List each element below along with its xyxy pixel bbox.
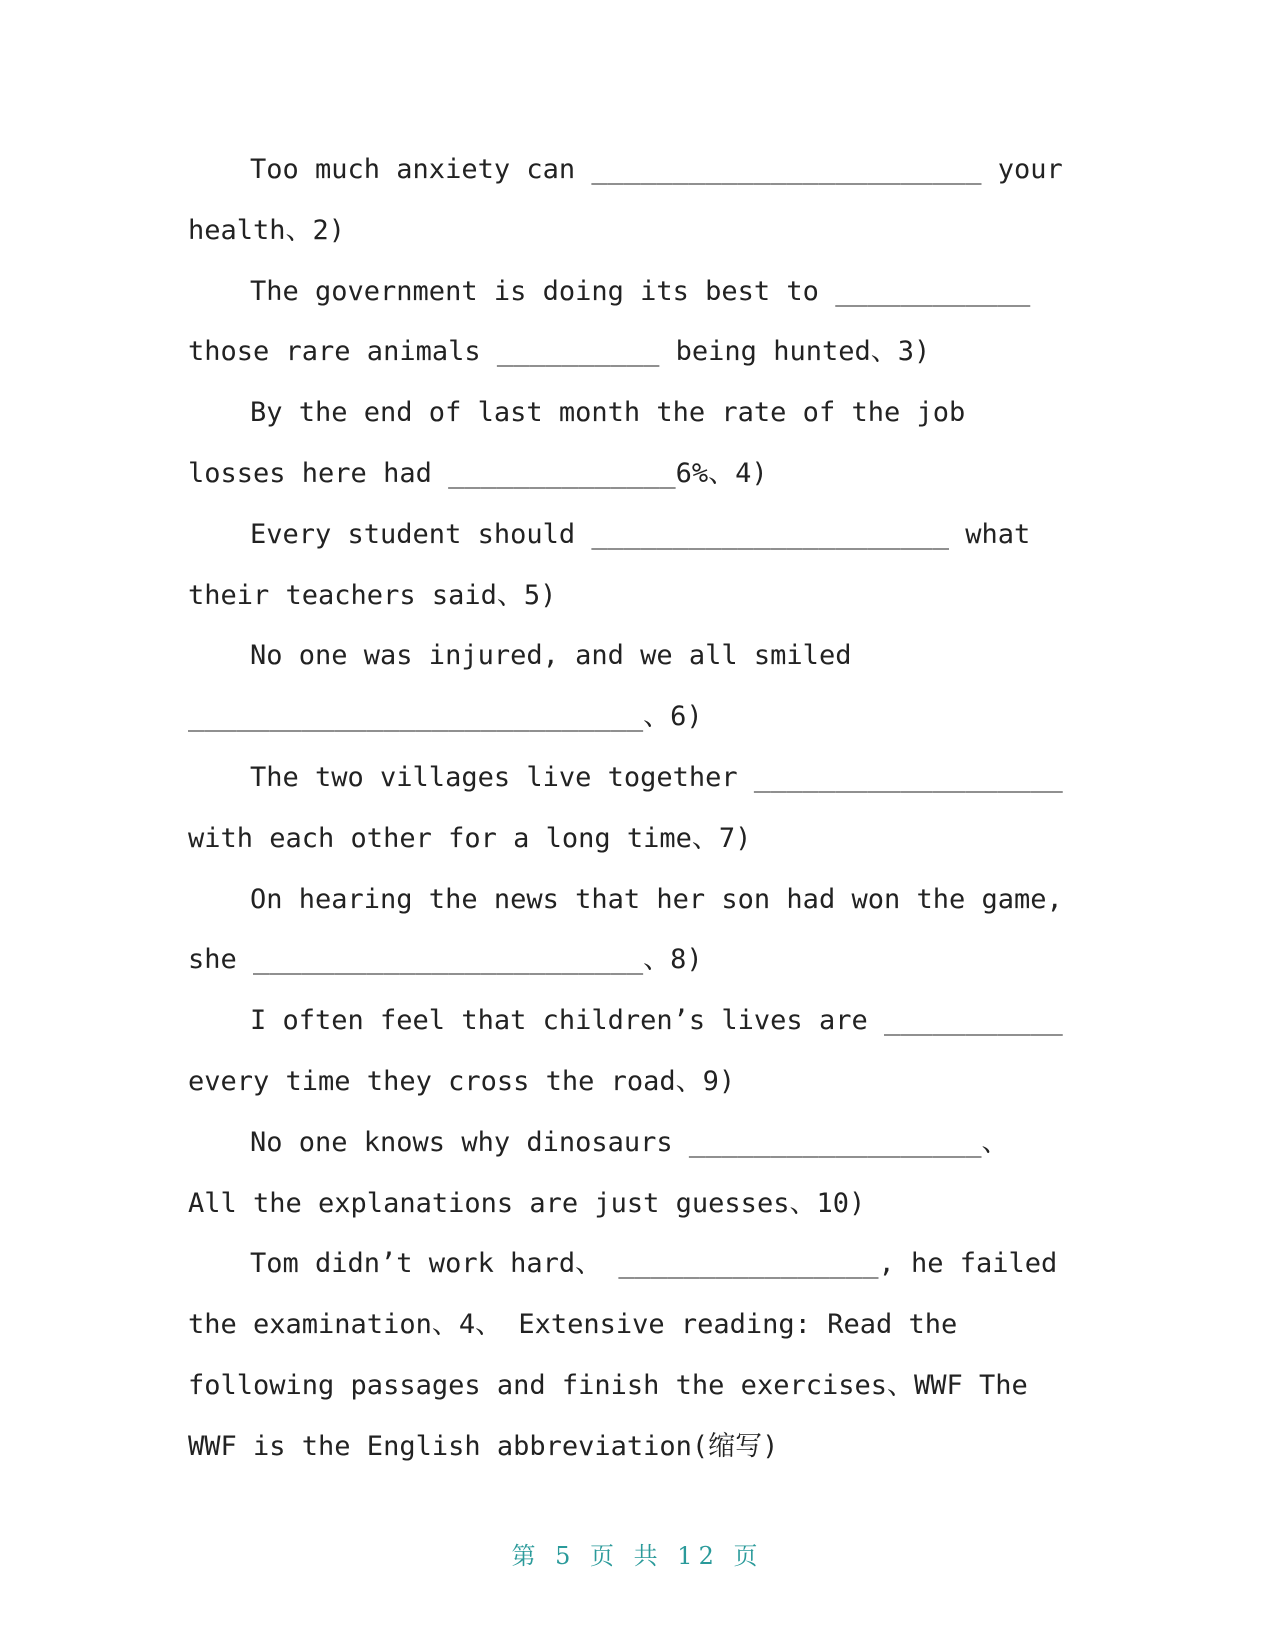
paragraph-8: I often feel that children’s lives are ___________ every time they cross the road、9) <box>188 1005 1063 1097</box>
paragraph-5: No one was injured, and we all smiled ____________________________、6) <box>188 640 852 733</box>
paragraph-1: Too much anxiety can ________________________ your health、2) <box>188 154 1063 246</box>
paragraph-7: On hearing the news that her son had won the game, she ________________________、8) <box>188 883 1063 976</box>
paragraph-2: The government is doing its best to ____________ those rare animals __________ being hunted、3) <box>188 275 1031 368</box>
paragraph-6: The two villages live together ___________________ with each other for a long time、7) <box>188 761 1063 854</box>
body-text <box>188 140 1068 1478</box>
paragraph-9: No one knows why dinosaurs __________________、 All the explanations are just guesses、10) <box>188 1126 1009 1219</box>
paragraph-3: By the end of last month the rate of the job losses here had ______________6%、4) <box>188 397 966 489</box>
paragraph-10: Tom didn’t work hard、 ________________, he failed the examination、4、 Extensive reading: Read the following passages and finish the exercises、WWF The WWF is the English abbreviation(缩写) <box>188 1248 1058 1462</box>
paragraph-4: Every student should ______________________ what their teachers said、5) <box>188 518 1031 611</box>
page-number-footer: 第 5 页 共 12 页 <box>511 1542 764 1570</box>
